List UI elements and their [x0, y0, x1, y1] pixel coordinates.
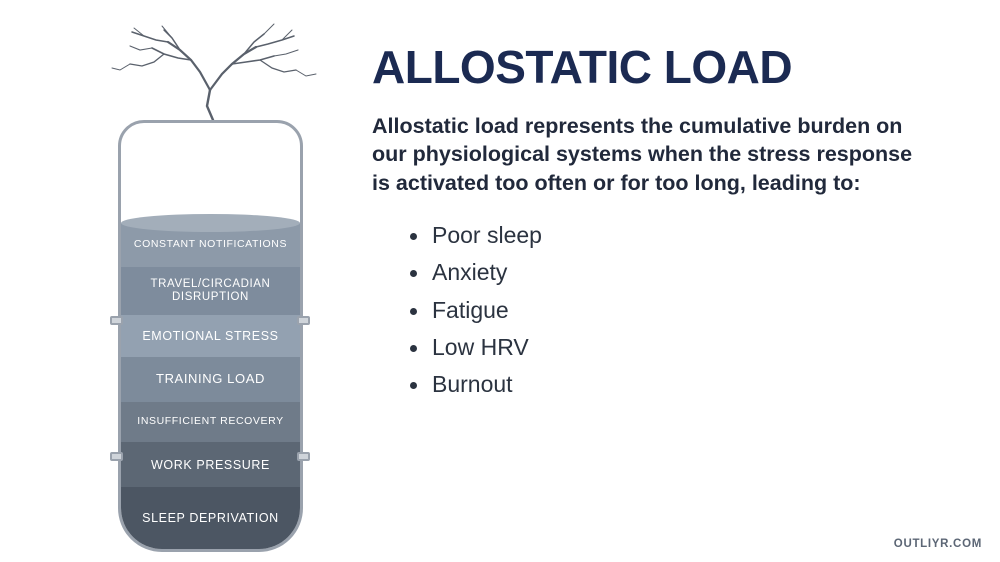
beaker-layer-label: TRAINING LOAD [156, 371, 265, 387]
beaker-layer [121, 442, 300, 487]
beaker-vessel [118, 120, 303, 552]
beaker-layer-stack [121, 223, 300, 549]
beaker-layer-label: WORK PRESSURE [151, 457, 270, 472]
allostatic-load-illustration [60, 20, 360, 540]
beaker-layer [121, 267, 300, 315]
list-item: Anxiety [432, 254, 972, 291]
beaker-layer-label: TRAVEL/CIRCADIAN DISRUPTION [150, 278, 271, 303]
content-column [372, 41, 972, 403]
symptom-list [372, 217, 972, 403]
beaker-layer-label: SLEEP DEPRIVATION [142, 511, 279, 525]
list-item: Poor sleep [432, 217, 972, 254]
vessel-clamp-right-lower [297, 316, 310, 325]
beaker-layer [121, 487, 300, 549]
description-text: Allostatic load represents the cumulative burden on our physiological systems when the stress response is activated too often or for too long, leading to: [372, 114, 913, 195]
beaker-layer [121, 315, 300, 357]
page-title: ALLOSTATIC LOAD [372, 41, 793, 93]
beaker-layer [121, 223, 300, 267]
beaker-layer-label: CONSTANT NOTIFICATIONS [133, 238, 288, 251]
list-item: Fatigue [432, 292, 972, 329]
beaker-layer [121, 357, 300, 402]
liquid-surface-ellipse [121, 214, 300, 232]
site-watermark: OUTLIYR.COM [893, 538, 982, 550]
vessel-clamp-left [110, 452, 123, 461]
vessel-clamp-left-lower [110, 316, 123, 325]
list-item: Burnout [432, 366, 972, 403]
beaker-layer-label: EMOTIONAL STRESS [142, 329, 279, 343]
list-item: Low HRV [432, 329, 972, 366]
beaker-layer-label: INSUFFICIENT RECOVERY [137, 415, 284, 428]
beaker-layer [121, 402, 300, 442]
vessel-clamp-right [297, 452, 310, 461]
